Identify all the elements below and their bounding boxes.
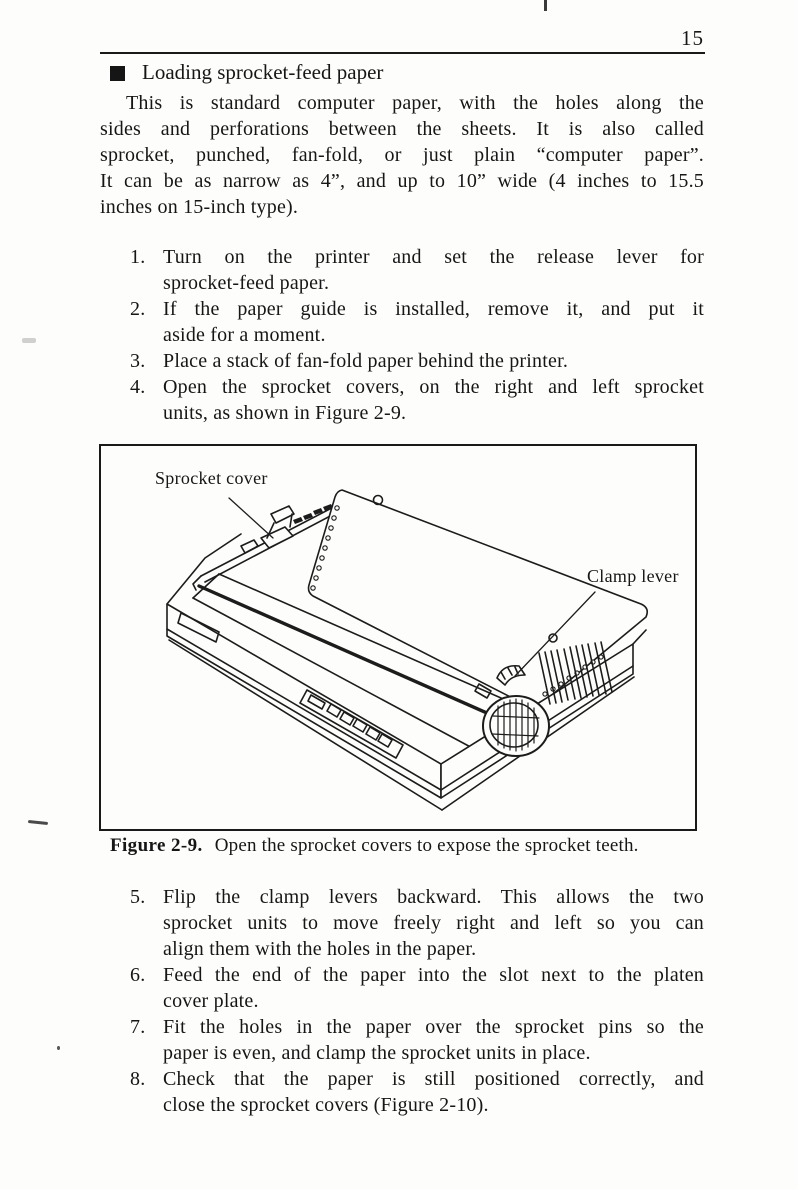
step-line: align them with the holes in the paper. [163,938,477,960]
figure-2-9 [99,444,697,831]
step-line: 5. Flip the clamp levers backward. This allows the two [130,886,704,908]
step-number: 2. [130,298,146,320]
paragraph-line: inches on 15-inch type). [100,196,299,218]
figure-caption [110,835,710,857]
steps-list-2 [100,884,704,1118]
step-line: 2. If the paper guide is installed, remove it, and put it [130,298,704,320]
step-line: 8. Check that the paper is still positioned correctly, and [130,1068,704,1090]
step-line: paper is even, and clamp the sprocket units in place. [163,1042,591,1064]
header-rule [100,52,705,54]
step-number: 6. [130,964,146,986]
section-heading [110,60,383,85]
step-number: 5. [130,886,146,908]
step-line: 3. Place a stack of fan-fold paper behind the printer. [130,350,569,372]
step-number: 4. [130,376,146,398]
step-line: close the sprocket covers (Figure 2-10). [163,1094,489,1116]
step-number: 1. [130,246,146,268]
step-line: 6. Feed the end of the paper into the slot next to the platen [130,964,704,986]
step-line: 4. Open the sprocket covers, on the right and left sprocket [130,376,704,398]
printer-illustration [101,446,695,829]
intro-paragraph [100,90,704,220]
figure-label-sprocket-cover: Sprocket cover [155,468,268,488]
step-number: 3. [130,350,146,372]
page-number: 15 [681,26,704,50]
scan-artifact [28,820,48,825]
step-line: units, as shown in Figure 2-9. [163,402,407,424]
step-line: cover plate. [163,990,259,1012]
scan-artifact [544,0,547,11]
figure-caption-label: Figure 2-9. [110,835,203,856]
step-line: sprocket-feed paper. [163,272,330,294]
scan-artifact [22,338,36,343]
step-line: 7. Fit the holes in the paper over the sprocket pins so the [130,1016,704,1038]
paragraph-line: sides and perforations between the sheets. It is also called [100,118,704,140]
step-line: sprocket units to move freely right and left so you can [163,912,704,934]
section-heading-text: Loading sprocket-feed paper [142,60,384,84]
step-line: aside for a moment. [163,324,326,346]
paragraph-line: sprocket, punched, fan-fold, or just plain “computer paper”. [100,144,704,166]
step-line: 1. Turn on the printer and set the release lever for [130,246,704,268]
paragraph-line: It can be as narrow as 4”, and up to 10” wide (4 inches to 15.5 [100,170,704,192]
paragraph-line: This is standard computer paper, with the holes along the [126,92,704,114]
scan-artifact [57,1046,60,1050]
figure-label-clamp-lever: Clamp lever [587,566,679,586]
step-number: 8. [130,1068,146,1090]
steps-list-1 [100,244,704,426]
square-bullet-icon [110,66,125,81]
step-number: 7. [130,1016,146,1038]
figure-caption-text: Open the sprocket covers to expose the sprocket teeth. [214,835,639,856]
